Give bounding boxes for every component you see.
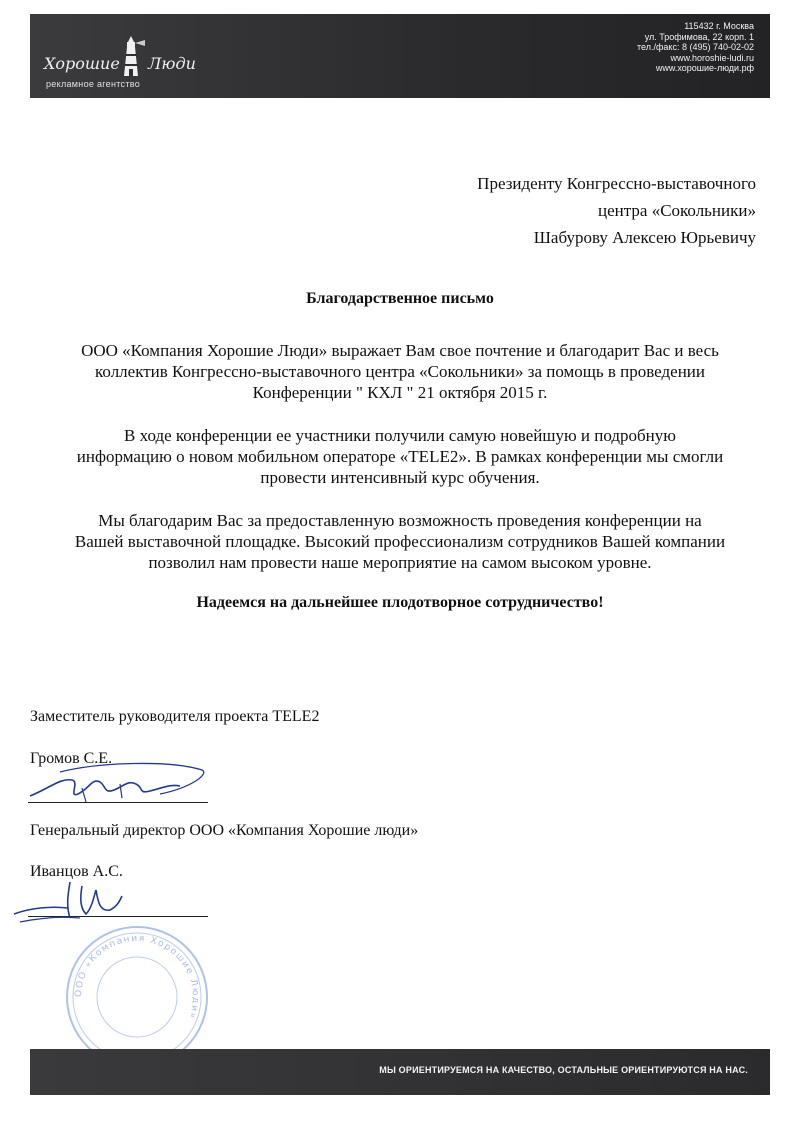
deputy-signature <box>20 758 210 808</box>
letterhead-footer <box>30 1049 770 1095</box>
contact-address-street: ул. Трофимова, 22 корп. 1 <box>644 31 754 42</box>
logo-name-right: Люди <box>148 54 196 73</box>
letter-title: Благодарственное письмо <box>306 290 494 307</box>
stamp-text: ООО «Компания Хорошие Люди» <box>73 933 201 1021</box>
paragraph-line: коллектив Конгрессно-выставочного центра «Сокольники» за помощь в проведении <box>95 362 705 381</box>
general-director-title: Генеральный директор ООО «Компания Хорошие люди» <box>30 822 419 839</box>
contact-address-city: 115432 г. Москва <box>684 21 754 31</box>
lighthouse-icon <box>116 34 146 78</box>
paragraph-line: информацию о новом мобильном операторе «TELE2». В рамках конференции мы смогли <box>76 447 724 466</box>
contact-website-rf: www.хорошие-люди.рф <box>655 63 754 74</box>
closing-line: Надеемся на дальнейшее плодотворное сотрудничество! <box>196 594 604 611</box>
logo-name-left: Хорошие <box>44 54 120 73</box>
letterhead-header <box>30 14 770 98</box>
paragraph-line: Мы благодарим Вас за предоставленную возможность проведения конференции на <box>98 511 702 530</box>
body-paragraph <box>0 510 800 573</box>
deputy-name: Громов С.Е. <box>30 750 113 767</box>
contact-phone: тел./факс: 8 (495) 740-02-02 <box>637 42 754 53</box>
paragraph-line: провести интенсивный курс обучения. <box>260 468 540 487</box>
addressee-line: центра «Сокольники» <box>598 201 756 220</box>
contact-website: www.horoshie-ludi.ru <box>670 52 754 63</box>
svg-text:ООО «Компания Хорошие Люди» <box>74 934 200 1021</box>
paragraph-line: позволил нам провести наше мероприятие на самом высоком уровне. <box>148 553 652 572</box>
paragraph-line: Конференции " КХЛ " 21 октября 2015 г. <box>252 383 548 402</box>
company-logo <box>44 32 214 92</box>
addressee-line: Шабурову Алексею Юрьевичу <box>533 228 756 247</box>
general-director-name: Иванцов А.С. <box>30 863 123 880</box>
contact-info <box>637 21 754 74</box>
addressee-line: Президенту Конгрессно-выставочного <box>477 174 756 193</box>
deputy-title: Заместитель руководителя проекта TELE2 <box>30 708 320 725</box>
body-paragraph <box>0 340 800 403</box>
paragraph-line: Вашей выставочной площадке. Высокий профессионализм сотрудников Вашей компании <box>74 532 726 551</box>
paragraph-line: ООО «Компания Хорошие Люди» выражает Вам свое почтение и благодарит Вас и весь <box>81 341 719 360</box>
paragraph-line: В ходе конференции ее участники получили самую новейшую и подробную <box>124 426 676 445</box>
addressee-block <box>477 170 756 251</box>
footer-slogan: МЫ ОРИЕНТИРУЕМСЯ НА КАЧЕСТВО, ОСТАЛЬНЫЕ ОРИЕНТИРУЮТСЯ НА НАС. <box>379 1065 748 1075</box>
body-paragraph <box>0 425 800 488</box>
logo-tagline: рекламное агентство <box>46 79 141 89</box>
